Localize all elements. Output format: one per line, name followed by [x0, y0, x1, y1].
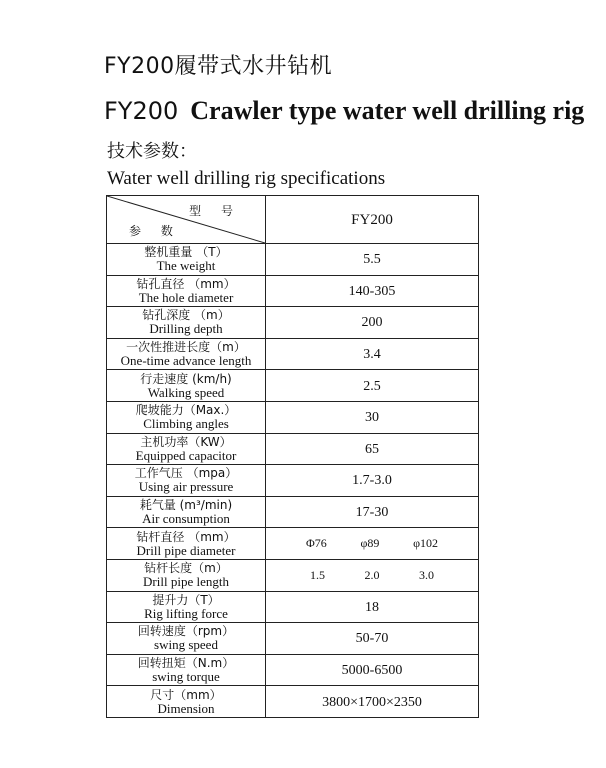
table-row-drilling-depth: [107, 307, 479, 339]
row-value-cell: [266, 496, 479, 528]
row-label-cn: 尺寸（mm）: [150, 687, 222, 702]
table-row-advance-length: [107, 338, 479, 370]
row-value: 5.5: [363, 252, 381, 268]
row-label-en: swing speed: [154, 637, 218, 653]
row-label: [107, 465, 266, 497]
row-value-group: [266, 536, 478, 551]
row-label: [107, 686, 266, 718]
row-label-en: Walking speed: [147, 384, 225, 400]
title-description: Crawler type water well drilling rig: [190, 96, 585, 125]
title-model: FY200: [104, 97, 179, 125]
row-label-cn: 耗气量 (m³/min): [139, 498, 233, 513]
row-value: 2.5: [363, 378, 381, 394]
row-label-cn: 主机功率（KW）: [140, 434, 232, 449]
row-value-cell: [266, 559, 479, 591]
row-value: 200: [361, 315, 383, 331]
table-row-climbing-angles: [107, 401, 479, 433]
row-label: [107, 433, 266, 465]
table-row-walking-speed: [107, 370, 479, 402]
row-label: [107, 559, 266, 591]
table-row-pipe-diameter: [107, 528, 479, 560]
row-value-cell: [266, 275, 479, 307]
row-value: 17-30: [355, 505, 389, 521]
row-value: 3.4: [363, 347, 381, 363]
row-value-part: φ102: [413, 536, 438, 551]
row-label-en: The hole diameter: [138, 289, 234, 305]
row-label: [107, 654, 266, 686]
table-row-lifting-force: [107, 591, 479, 623]
row-label: [107, 338, 266, 370]
page-title-english: [104, 94, 584, 132]
row-value: 65: [365, 441, 379, 457]
row-label-cn: 爬坡能力（Max.）: [135, 403, 237, 418]
row-value-part: Φ76: [306, 536, 327, 551]
row-value: 1.7-3.0: [352, 473, 392, 489]
row-value: 18: [365, 599, 379, 615]
row-value-cell: [266, 433, 479, 465]
row-label: [107, 528, 266, 560]
table-row-swing-speed: [107, 623, 479, 655]
row-label: [107, 496, 266, 528]
page-title-chinese: FY200履带式水井钻机: [104, 54, 333, 79]
row-label-en: Drill pipe length: [143, 574, 229, 590]
row-label-cn: 整机重量 （T）: [144, 245, 228, 260]
row-label: [107, 244, 266, 276]
row-value-cell: [266, 686, 479, 718]
header-model-value: [266, 196, 479, 244]
row-label: [107, 370, 266, 402]
row-label-cn: 钻杆直径 （mm）: [136, 529, 236, 544]
row-label-en: Climbing angles: [143, 416, 229, 432]
row-value-cell: [266, 591, 479, 623]
table-row-weight: [107, 244, 479, 276]
row-label-cn: 钻杆长度（m）: [144, 561, 228, 576]
row-value-cell: [266, 244, 479, 276]
row-label-en: One-time advance length: [120, 353, 252, 369]
row-value: 3800×1700×2350: [322, 694, 422, 710]
row-label-cn: 钻孔深度 （m）: [142, 308, 230, 323]
row-label-cn: 回转速度（rpm）: [137, 624, 235, 639]
row-label-cn: 提升力（T）: [152, 592, 220, 607]
row-value: 30: [365, 410, 379, 426]
row-label: [107, 591, 266, 623]
table-row-dimension: [107, 686, 479, 718]
row-label-en: swing torque: [152, 669, 220, 685]
row-label-cn: 行走速度 (km/h): [140, 371, 232, 386]
table-row-air-pressure: [107, 465, 479, 497]
row-label: [107, 623, 266, 655]
row-value-part: φ89: [360, 536, 380, 551]
row-value-part: 3.0: [419, 567, 434, 582]
table-row-hole-diameter: [107, 275, 479, 307]
row-label-en: Air consumption: [142, 511, 230, 527]
row-label-en: Drilling depth: [149, 321, 223, 337]
header-param-label: 参 数: [129, 224, 181, 238]
row-value-group: [266, 568, 478, 583]
row-value: 140-305: [348, 283, 396, 299]
table-row-capacitor: [107, 433, 479, 465]
row-label-cn: 工作气压 （mpa）: [134, 466, 238, 481]
row-label-cn: 一次性推进长度（m）: [126, 340, 246, 355]
row-label-en: Equipped capacitor: [135, 447, 237, 463]
row-label-en: Drill pipe diameter: [136, 542, 236, 558]
row-value: 5000-6500: [341, 663, 403, 679]
table-row-air-consumption: [107, 496, 479, 528]
row-value-cell: [266, 307, 479, 339]
row-value-cell: [266, 338, 479, 370]
row-value-part: 2.0: [364, 567, 380, 582]
row-label-cn: 回转扭矩（N.m）: [137, 656, 235, 671]
row-value-cell: [266, 623, 479, 655]
row-label: [107, 275, 266, 307]
row-label-en: Dimension: [157, 700, 215, 716]
row-value-cell: [266, 465, 479, 497]
row-label-en: Using air pressure: [138, 479, 234, 495]
row-label: [107, 401, 266, 433]
row-value-cell: [266, 401, 479, 433]
row-value-part: 1.5: [310, 567, 325, 582]
row-label-cn: 钻孔直径 （mm）: [136, 276, 236, 291]
section-heading-chinese: 技术参数：: [107, 141, 197, 162]
header-diagonal-cell: [107, 196, 266, 244]
spec-table: [106, 195, 479, 718]
table-row-pipe-length: [107, 559, 479, 591]
row-label: [107, 307, 266, 339]
row-value-cell: [266, 370, 479, 402]
row-label-en: The weight: [156, 258, 216, 274]
row-value-cell: [266, 654, 479, 686]
table-header-row: [107, 196, 479, 244]
section-heading-english: Water well drilling rig specifications: [107, 168, 386, 189]
row-value: 50-70: [355, 631, 389, 647]
table-row-swing-torque: [107, 654, 479, 686]
model-value: FY200: [351, 211, 393, 228]
row-value-cell: [266, 528, 479, 560]
header-model-label: 型 号: [189, 204, 241, 218]
row-label-en: Rig lifting force: [144, 605, 228, 621]
